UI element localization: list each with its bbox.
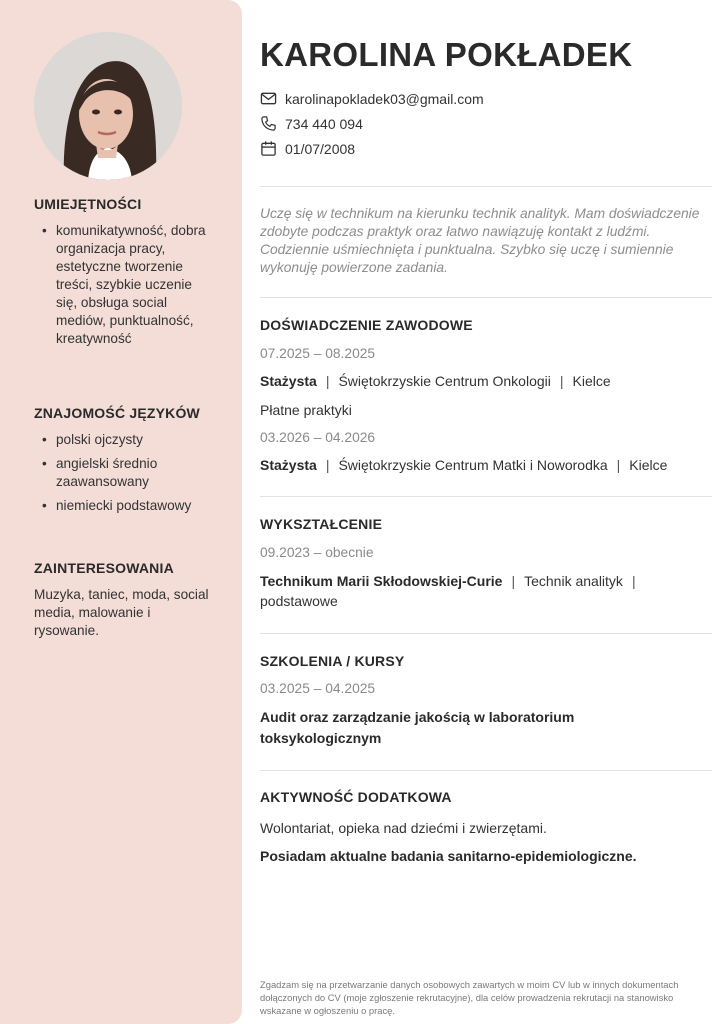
divider xyxy=(260,186,712,187)
experience-role: Stażysta xyxy=(260,373,317,389)
divider xyxy=(260,496,712,497)
language-item: • polski ojczysty xyxy=(34,431,214,449)
skills-section xyxy=(34,196,214,354)
experience-city: Kielce xyxy=(572,373,611,389)
profile-photo-illustration xyxy=(34,32,182,180)
education-field: Technik analityk xyxy=(524,573,623,589)
sidebar xyxy=(0,0,242,1024)
skills-item: • komunikatywność, dobra organizacja pracy, estetyczne tworzenie treści, szybkie uczenie się, obsługa social mediów, punktualność, kreatywność xyxy=(34,222,214,348)
divider xyxy=(260,770,712,771)
interests-title: ZAINTERESOWANIA xyxy=(34,560,174,576)
experience-entry: Stażysta | Świętokrzyskie Centrum Onkologii | Kielce xyxy=(260,373,611,389)
skills-title: UMIEJĘTNOŚCI xyxy=(34,196,142,212)
languages-title: ZNAJOMOŚĆ JĘZYKÓW xyxy=(34,405,200,421)
gdpr-consent: Zgadzam się na przetwarzanie danych osobowych zawartych w moim CV lub w innych dokumentach dołączonych do CV (moje zgłoszenie rekrutacyjne), dla celów prowadzenia rekrutacji na stanowisko wskazane w ogłoszeniu o pracę. xyxy=(260,979,679,1016)
languages-section xyxy=(34,405,214,521)
skills-list xyxy=(34,222,214,348)
divider xyxy=(260,297,712,298)
experience-role: Stażysta xyxy=(260,457,317,473)
phone-text[interactable]: 734 440 094 xyxy=(285,115,363,132)
candidate-name: KAROLINA POKŁADEK xyxy=(260,36,633,73)
courses-date: 03.2025 – 04.2025 xyxy=(260,681,376,696)
languages-list xyxy=(34,431,214,515)
main-content xyxy=(260,0,712,1024)
activity-title: AKTYWNOŚĆ DODATKOWA xyxy=(260,789,452,805)
courses-title: SZKOLENIA / KURSY xyxy=(260,653,405,669)
phone-icon xyxy=(260,115,277,132)
email-text[interactable]: karolinapokladek03@gmail.com xyxy=(285,90,484,107)
course-name: Audit oraz zarządzanie jakością w laboratorium xyxy=(260,709,575,725)
profile-photo xyxy=(34,32,182,180)
experience-entry: Stażysta | Świętokrzyskie Centrum Matki i Noworodka | Kielce xyxy=(260,457,668,473)
experience-title: DOŚWIADCZENIE ZAWODOWE xyxy=(260,317,473,333)
education-level: podstawowe xyxy=(260,593,338,609)
education-date: 09.2023 – obecnie xyxy=(260,545,374,560)
activity-health-note: Posiadam aktualne badania sanitarno-epidemiologiczne. xyxy=(260,848,637,864)
experience-date: 07.2025 – 08.2025 xyxy=(260,346,376,361)
language-item: • angielski średnio zaawansowany xyxy=(34,455,214,491)
education-title: WYKSZTAŁCENIE xyxy=(260,516,383,532)
summary-text: Uczę się w technikum na kierunku technik analityk. Mam doświadczenie zdobyte podczas praktyk oraz łatwo nawiązuję kontakt z ludźmi. Codziennie uśmiechnięta i punktualna. Szybko się uczę i sumiennie wykonuję powierzone zadania. xyxy=(260,206,700,275)
experience-city: Kielce xyxy=(629,457,668,473)
education-entry: Technikum Marii Skłodowskiej-Curie | Technik analityk | xyxy=(260,573,636,589)
envelope-icon xyxy=(260,90,277,107)
interests-section xyxy=(34,560,214,640)
experience-org: Świętokrzyskie Centrum Matki i Noworodka xyxy=(338,457,608,473)
experience-date: 03.2026 – 04.2026 xyxy=(260,430,376,445)
birthdate-contact xyxy=(260,140,355,157)
language-item: • niemiecki podstawowy xyxy=(34,497,214,515)
phone-contact[interactable] xyxy=(260,115,363,132)
activity-text: Wolontariat, opieka nad dziećmi i zwierzętami. xyxy=(260,820,547,836)
divider xyxy=(260,633,712,634)
birthdate-text: 01/07/2008 xyxy=(285,140,356,157)
course-name-cont: toksykologicznym xyxy=(260,730,382,746)
education-school: Technikum Marii Skłodowskiej-Curie xyxy=(260,573,503,589)
email-contact[interactable] xyxy=(260,90,484,107)
experience-note: Płatne praktyki xyxy=(260,402,352,418)
calendar-icon xyxy=(260,140,277,157)
experience-org: Świętokrzyskie Centrum Onkologii xyxy=(338,373,551,389)
interests-text: Muzyka, taniec, moda, social media, malowanie i rysowanie. xyxy=(34,587,209,638)
